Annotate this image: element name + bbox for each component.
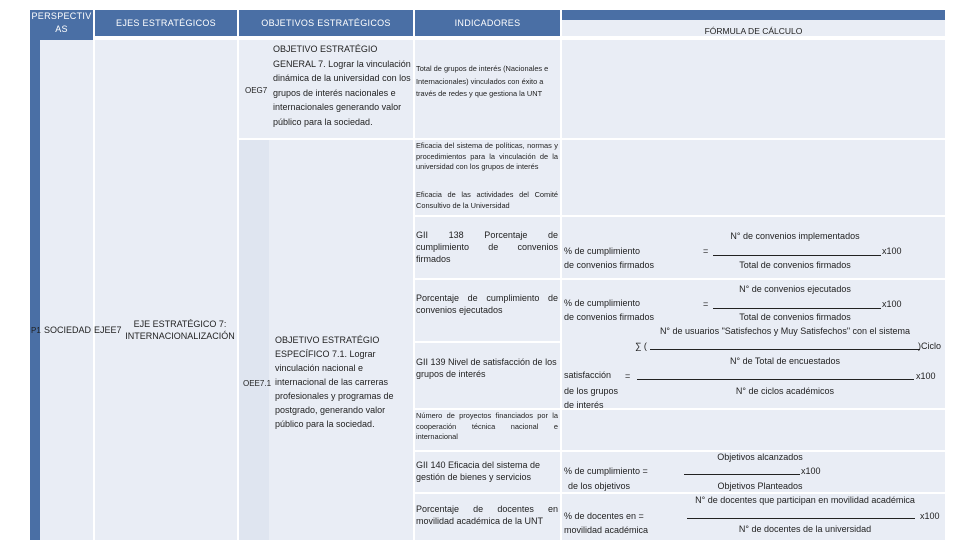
fmov-den: N° de docentes de la universidad <box>738 524 872 534</box>
f138-num: N° de convenios implementados <box>730 231 860 241</box>
header-formula-label: FÓRMULA DE CÁLCULO <box>704 26 803 36</box>
f139-line <box>637 379 914 380</box>
f138-left2: de convenios firmados <box>564 260 655 270</box>
f138-line <box>713 255 881 256</box>
header-formula-bar <box>562 10 945 20</box>
fejec-left1: % de cumplimiento <box>564 298 641 308</box>
header-indicadores-label: INDICADORES <box>454 18 521 28</box>
f138-x100: x100 <box>882 246 902 256</box>
eje-label: EJE ESTRATÉGICO 7: INTERNACIONALIZACIÓN <box>125 319 235 341</box>
f140-left2: de los objetivos <box>568 481 631 491</box>
f139-eq: = <box>625 371 631 381</box>
header-ejes-label: EJES ESTRATÉGICOS <box>116 18 216 28</box>
header-perspectivas-line2: AS <box>55 24 68 34</box>
f139-mid: N° de Total de encuestados <box>729 356 840 366</box>
fejec-x100: x100 <box>882 299 902 309</box>
eje-cell <box>95 40 237 540</box>
f139-left3: de interés <box>564 400 604 410</box>
f138-eq: = <box>703 246 709 256</box>
header-objetivos-label: OBJETIVOS ESTRATÉGICOS <box>261 18 391 28</box>
objetivo-text-2: OBJETIVO ESTRATÉGIO ESPECÍFICO 7.1. Lograr vinculación nacional e internacional de las carreras profesionales y programas de postgrado, generando valor público para la sociedad. <box>275 335 394 429</box>
formula-cell-6 <box>562 410 945 450</box>
indicador-text-8: Porcentaje de docentes en movilidad académica de la UNT <box>416 504 558 526</box>
fejec-left2: de convenios firmados <box>564 312 655 322</box>
fejec-eq: = <box>703 299 709 309</box>
indicador-text-4: Porcentaje de cumplimiento de convenios ejecutados <box>416 293 558 315</box>
left-accent-bar <box>30 40 40 540</box>
fmov-line <box>687 518 915 519</box>
objetivo-code-1: OEG7 <box>245 86 268 95</box>
f139-den: N° de ciclos académicos <box>735 386 835 396</box>
fmov-x100: x100 <box>920 511 940 521</box>
objetivo-code-2: OEE7.1 <box>243 379 272 388</box>
fmov-left2: movilidad académica <box>564 525 649 535</box>
fejec-num: N° de convenios ejecutados <box>739 284 851 294</box>
f139-left2: de los grupos <box>564 386 619 396</box>
objetivo-text-1: OBJETIVO ESTRATÉGIO GENERAL 7. Lograr la vinculación dinámica de la universidad con los grupos de interés nacionales e internacionales generando valor público para la sociedad. <box>273 44 411 127</box>
indicador-text-5: GII 139 Nivel de satisfacción de los grupos de interés <box>416 357 557 379</box>
f140-num: Objetivos alcanzados <box>717 452 803 462</box>
perspectiva-cell <box>40 40 93 540</box>
f139-left1: satisfacción <box>564 370 612 380</box>
header-perspectivas-line1: PERSPECTIV <box>31 11 92 21</box>
indicador-text-3: GII 138 Porcentaje de cumplimiento de convenios firmados <box>416 230 558 264</box>
f139-sum: ∑ ( <box>635 341 647 351</box>
eje-code: EJEE7 <box>94 325 122 335</box>
perspectiva-code: P1 <box>31 326 41 335</box>
fejec-line <box>713 308 881 309</box>
f138-left1: % de cumplimiento <box>564 246 641 256</box>
indicador-text-7: GII 140 Eficacia del sistema de gestión de bienes y servicios <box>416 460 541 482</box>
f140-x100: x100 <box>801 466 821 476</box>
indicador-text-6: Número de proyectos financiados por la cooperación técnica nacional e internacional <box>416 411 558 441</box>
f138-den: Total de convenios firmados <box>739 260 851 270</box>
f140-line <box>684 474 800 475</box>
formula-cell-2 <box>562 140 945 215</box>
formula-cell-1 <box>562 40 945 138</box>
fmov-num: N° de docentes que participan en movilidad académica <box>695 495 915 505</box>
f139-sum-line <box>650 349 920 350</box>
f139-x100: x100 <box>916 371 936 381</box>
fmov-left1: % de docentes en = <box>564 511 644 521</box>
f140-den: Objetivos Planteados <box>717 481 803 491</box>
f139-top: N° de usuarios "Satisfechos y Muy Satisfechos" con el sistema <box>659 326 911 336</box>
fejec-den: Total de convenios firmados <box>739 312 851 322</box>
indicador-text-2b: Eficacia de las actividades del Comité Consultivo de la Universidad <box>416 190 558 210</box>
indicador-text-2: Eficacia del sistema de políticas, normas y procedimientos para la vinculación de la universidad con los grupos de interés <box>416 141 558 171</box>
objetivo-accent-bar <box>239 140 272 540</box>
perspectiva-label: SOCIEDAD <box>44 325 92 335</box>
indicador-text-1: Total de grupos de interés (Nacionales e Internacionales) vinculados con éxito a través de redes y que gestiona la UNT <box>416 64 549 98</box>
f139-ciclo: )Ciclo <box>918 341 942 351</box>
f140-left1: % de cumplimiento = <box>564 466 648 476</box>
